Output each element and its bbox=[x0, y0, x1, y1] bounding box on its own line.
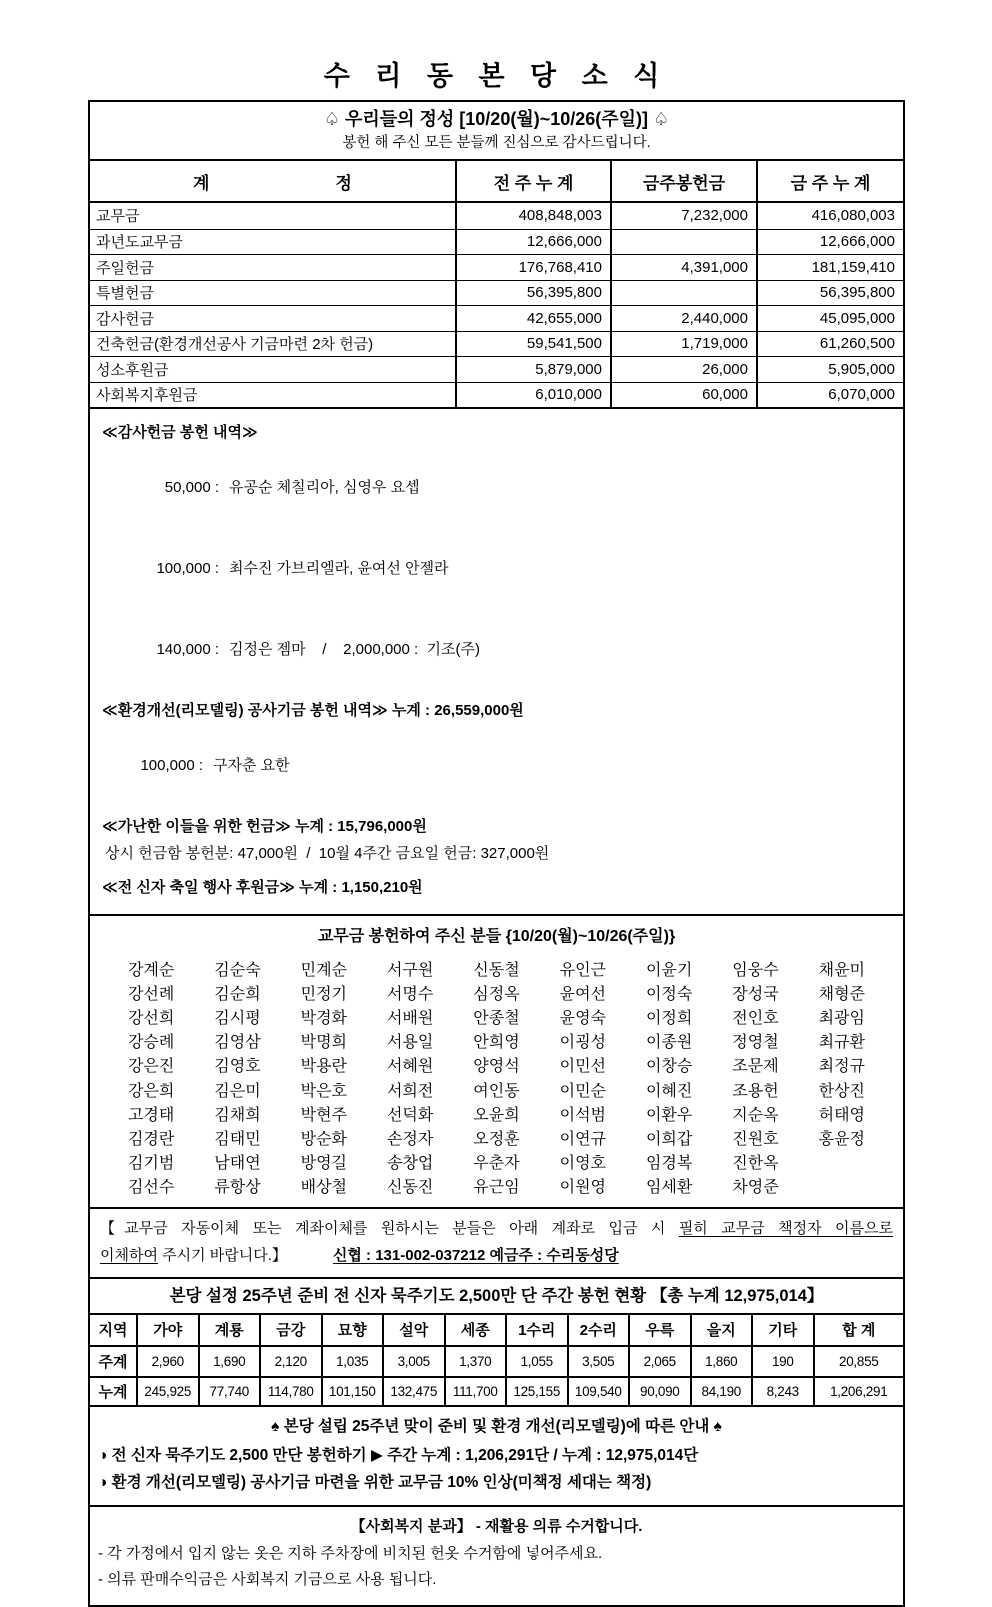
donor-name: 김은미 bbox=[214, 1082, 261, 1100]
rosary-cell: 90,090 bbox=[628, 1376, 690, 1405]
donor-name: 김영삼 bbox=[214, 1034, 261, 1052]
rosary-cell: 3,505 bbox=[567, 1347, 629, 1376]
donor-name: 최정규 bbox=[818, 1058, 866, 1076]
rosary-table-body bbox=[90, 1347, 903, 1405]
rosary-header-cell: 1수리 bbox=[505, 1315, 567, 1345]
rosary-cell: 3,005 bbox=[382, 1347, 444, 1376]
donor-name: 송창업 bbox=[386, 1155, 434, 1173]
donor-name: 유근임 bbox=[473, 1179, 520, 1197]
donor-name: 서배원 bbox=[386, 1009, 434, 1027]
account-cell: 12,666,000 bbox=[455, 229, 610, 255]
account-cell: 181,159,410 bbox=[756, 254, 903, 280]
donor-name: 이정희 bbox=[645, 1009, 693, 1027]
rosary-table-header bbox=[90, 1315, 903, 1347]
remodel-item-names: 구자춘 요한 bbox=[213, 757, 290, 774]
donor-name: 김태민 bbox=[214, 1130, 261, 1148]
welfare-notice-section bbox=[90, 1507, 903, 1605]
rosary-cell: 2,120 bbox=[259, 1347, 321, 1376]
transfer-notice-line2 bbox=[100, 1242, 893, 1269]
donors-grid bbox=[90, 952, 903, 1198]
accounts-table-header bbox=[90, 161, 903, 203]
poor-fund-detail: 상시 헌금함 봉헌분: 47,000원 / 10월 4주간 금요일 헌금: 327,000원 bbox=[105, 845, 550, 862]
donor-name: 임경복 bbox=[645, 1155, 693, 1173]
rosary-header-cell: 지역 bbox=[98, 1322, 128, 1340]
account-cell: 교무금 bbox=[96, 208, 140, 226]
donor-name: 서구원 bbox=[386, 961, 434, 979]
account-cell bbox=[610, 280, 756, 306]
rosary-header-cell: 합 계 bbox=[813, 1315, 904, 1345]
rosary-cell: 1,370 bbox=[444, 1347, 506, 1376]
rosary-cell: 190 bbox=[751, 1347, 813, 1376]
rosary-cell: 20,855 bbox=[813, 1347, 904, 1376]
donor-name: 이연규 bbox=[559, 1130, 607, 1148]
transfer-notice-section bbox=[90, 1209, 903, 1279]
remodel-fund-title: ≪환경개선(리모델링) 공사기금 봉헌 내역≫ 누계 : 26,559,000원 bbox=[102, 702, 524, 719]
account-cell: 6,010,000 bbox=[455, 382, 610, 408]
donor-name: 남태연 bbox=[214, 1155, 261, 1173]
donor-name: 방영길 bbox=[300, 1155, 348, 1173]
donor-name: 양영석 bbox=[473, 1058, 520, 1076]
transfer-notice-text: 주시기 바랍니다.】 bbox=[157, 1246, 287, 1264]
thanks-offering-item bbox=[102, 528, 895, 609]
donor-name: 조문제 bbox=[732, 1058, 779, 1076]
rosary-cell: 주계 bbox=[98, 1353, 128, 1371]
rosary-cell: 114,780 bbox=[259, 1376, 321, 1405]
rosary-cell: 1,860 bbox=[690, 1347, 752, 1376]
anniversary-bullet: ◑ 전 신자 묵주기도 2,500 만단 봉헌하기 ▶ 주간 누계 : 1,206,291단 / 누계 : 12,975,014단 bbox=[98, 1446, 699, 1464]
rosary-header-cell: 계룡 bbox=[198, 1315, 260, 1345]
donor-name: 강승례 bbox=[127, 1034, 175, 1052]
account-cell: 성소후원금 bbox=[90, 356, 455, 382]
transfer-account-number: 신협 : 131-002-037212 예금주 : 수리동성당 bbox=[332, 1246, 619, 1264]
welfare-notice-line: - 의류 판매수익금은 사회복지 기금으로 사용 됩니다. bbox=[98, 1570, 437, 1588]
donor-name bbox=[799, 1174, 885, 1198]
donor-name: 전인호 bbox=[732, 1009, 779, 1027]
account-cell: 4,391,000 bbox=[610, 254, 756, 280]
donor-name: 강선례 bbox=[127, 985, 175, 1003]
transfer-notice-text: 【교무금 자동이체 또는 계좌이체를 원하시는 분들은 아래 계좌로 입금 시 bbox=[100, 1219, 679, 1237]
thanks-item-amount: 140,000 : bbox=[156, 641, 220, 658]
account-cell: 7,232,000 bbox=[610, 203, 756, 229]
rosary-cell: 101,150 bbox=[321, 1376, 383, 1405]
rosary-cell: 1,690 bbox=[198, 1347, 260, 1376]
donor-name: 강은진 bbox=[127, 1058, 175, 1076]
account-cell: 12,666,000 bbox=[756, 229, 903, 255]
account-cell: 건축헌금(환경개선공사 기금마련 2차 헌금) bbox=[90, 331, 455, 357]
donor-name: 한상진 bbox=[818, 1082, 866, 1100]
donor-name: 지순옥 bbox=[732, 1106, 779, 1124]
account-cell: 감사헌금 bbox=[90, 305, 455, 331]
account-header-name bbox=[90, 161, 455, 201]
transfer-notice-underlined: 필히 교무금 책정자 이름으로 bbox=[678, 1219, 893, 1237]
donor-name: 이창승 bbox=[645, 1058, 693, 1076]
donor-name: 신동진 bbox=[386, 1179, 434, 1197]
devotion-title: ♤ 우리들의 정성 [10/20(월)~10/26(주일)] ♤ bbox=[323, 109, 670, 129]
account-cell: 특별헌금 bbox=[90, 280, 455, 306]
donor-name: 조용헌 bbox=[732, 1082, 779, 1100]
donor-name: 이윤기 bbox=[645, 961, 693, 979]
rosary-cell: 1,206,291 bbox=[813, 1376, 904, 1405]
thanks-item-amount: 50,000 : bbox=[164, 479, 220, 496]
account-cell: 45,095,000 bbox=[756, 305, 903, 331]
accounts-table-body bbox=[90, 203, 903, 407]
account-cell: 56,395,800 bbox=[455, 280, 610, 306]
donor-name: 이환우 bbox=[645, 1106, 693, 1124]
donor-name: 정영철 bbox=[732, 1034, 779, 1052]
donor-name: 박용란 bbox=[300, 1058, 348, 1076]
donor-name: 홍윤정 bbox=[818, 1130, 866, 1148]
anniversary-notice-section bbox=[90, 1407, 903, 1507]
donor-name: 민계순 bbox=[300, 961, 348, 979]
account-cell: 60,000 bbox=[610, 382, 756, 408]
thanks-item-amount: 100,000 : bbox=[156, 560, 220, 577]
account-cell: 416,080,003 bbox=[756, 203, 903, 229]
donor-name: 이희갑 bbox=[645, 1130, 693, 1148]
donor-name: 김선수 bbox=[127, 1179, 175, 1197]
transfer-notice-underlined: 이체하여 bbox=[100, 1246, 158, 1264]
thanks-item-names: 최수진 가브리엘라, 윤여선 안젤라 bbox=[229, 560, 449, 577]
accounts-table bbox=[90, 161, 903, 409]
account-cell: 5,879,000 bbox=[455, 356, 610, 382]
donor-name: 최규환 bbox=[818, 1034, 866, 1052]
rosary-cell: 109,540 bbox=[567, 1376, 629, 1405]
rosary-header-cell: 기타 bbox=[751, 1315, 813, 1345]
thanks-offering-item bbox=[102, 447, 895, 528]
donor-name: 이종원 bbox=[645, 1034, 693, 1052]
account-header-prev-total: 전 주 누 계 bbox=[455, 161, 610, 201]
donor-name: 김순숙 bbox=[214, 961, 261, 979]
account-cell: 176,768,410 bbox=[455, 254, 610, 280]
donor-name: 강선희 bbox=[127, 1009, 175, 1027]
donor-name: 이정숙 bbox=[645, 985, 693, 1003]
donor-name: 박은호 bbox=[300, 1082, 348, 1100]
feast-fund-title: ≪전 신자 축일 행사 후원금≫ 누계 : 1,150,210원 bbox=[102, 879, 423, 896]
donor-name: 김경란 bbox=[127, 1130, 175, 1148]
rosary-cell: 84,190 bbox=[690, 1376, 752, 1405]
rosary-cell: 1,055 bbox=[505, 1347, 567, 1376]
thanks-offering-item bbox=[102, 609, 895, 690]
donor-name: 이민순 bbox=[559, 1082, 607, 1100]
donor-name: 임세환 bbox=[645, 1179, 693, 1197]
donor-name: 서용일 bbox=[386, 1034, 434, 1052]
donor-name: 신동철 bbox=[473, 961, 520, 979]
donor-name: 허태영 bbox=[818, 1106, 866, 1124]
bulletin-document bbox=[88, 100, 905, 1607]
account-cell: 사회복지후원금 bbox=[90, 382, 455, 408]
account-header-week-offering: 금주봉헌금 bbox=[610, 161, 756, 201]
donor-name: 채윤미 bbox=[818, 961, 866, 979]
transfer-notice-line1 bbox=[100, 1215, 893, 1242]
rosary-header-cell: 2수리 bbox=[567, 1315, 629, 1345]
donor-name: 방순화 bbox=[300, 1130, 348, 1148]
rosary-region-table bbox=[90, 1315, 903, 1407]
donor-name: 고경태 bbox=[127, 1106, 175, 1124]
donor-name: 채형준 bbox=[818, 985, 866, 1003]
account-cell: 26,000 bbox=[610, 356, 756, 382]
donor-name: 박명희 bbox=[300, 1034, 348, 1052]
donor-name: 김기범 bbox=[127, 1155, 175, 1173]
offering-details-section bbox=[90, 409, 903, 916]
donor-name: 진한옥 bbox=[732, 1155, 779, 1173]
rosary-header-cell: 가야 bbox=[136, 1315, 198, 1345]
donor-name: 강계순 bbox=[127, 961, 175, 979]
donor-name: 이영호 bbox=[559, 1155, 607, 1173]
donor-name: 오정훈 bbox=[473, 1130, 520, 1148]
remodel-fund-item bbox=[102, 725, 895, 806]
account-cell: 2,440,000 bbox=[610, 305, 756, 331]
account-cell: 408,848,003 bbox=[455, 203, 610, 229]
page-title: 수 리 동 본 당 소 식 bbox=[323, 61, 669, 91]
donors-title: 교무금 봉헌하여 주신 분들 {10/20(월)~10/26(주일)} bbox=[317, 928, 676, 945]
rosary-header-cell: 우륵 bbox=[628, 1315, 690, 1345]
welfare-notice-title: 【사회복지 분과】 - 재활용 의류 수거합니다. bbox=[350, 1517, 643, 1535]
rosary-cell: 8,243 bbox=[751, 1376, 813, 1405]
donor-name: 진원호 bbox=[732, 1130, 779, 1148]
donor-name: 유인근 bbox=[559, 961, 607, 979]
donor-name: 이원영 bbox=[559, 1179, 607, 1197]
donor-name: 오윤희 bbox=[473, 1106, 520, 1124]
donor-name: 서명수 bbox=[386, 985, 434, 1003]
account-cell: 6,070,000 bbox=[756, 382, 903, 408]
donor-name: 민정기 bbox=[300, 985, 348, 1003]
account-header-name-right: 정 bbox=[335, 173, 352, 193]
rosary-header-cell: 설악 bbox=[382, 1315, 444, 1345]
donor-name: 심정옥 bbox=[473, 985, 520, 1003]
account-cell: 56,395,800 bbox=[756, 280, 903, 306]
rosary-cell: 245,925 bbox=[136, 1376, 198, 1405]
anniversary-notice-title: ♠ 본당 설립 25주년 맞이 준비 및 환경 개선(리모델링)에 따른 안내 ♠ bbox=[271, 1417, 722, 1435]
welfare-notice-line: - 각 가정에서 입지 않는 옷은 지하 주차장에 비치된 헌옷 수거함에 넣어주세요. bbox=[98, 1544, 603, 1562]
rosary-header-cell: 묘향 bbox=[321, 1315, 383, 1345]
donor-name: 우춘자 bbox=[473, 1155, 520, 1173]
donor-name: 이혜진 bbox=[645, 1082, 693, 1100]
rosary-header-cell: 세종 bbox=[444, 1315, 506, 1345]
donor-name: 류항상 bbox=[214, 1179, 261, 1197]
donor-name: 안종철 bbox=[473, 1009, 520, 1027]
donor-name: 김영호 bbox=[214, 1058, 261, 1076]
donor-name: 임웅수 bbox=[732, 961, 779, 979]
rosary-header-cell: 금강 bbox=[259, 1315, 321, 1345]
donor-name: 이민선 bbox=[559, 1058, 607, 1076]
remodel-item-amount: 100,000 : bbox=[140, 757, 204, 774]
devotion-section bbox=[90, 102, 903, 161]
donor-name: 서희전 bbox=[386, 1082, 434, 1100]
donor-name: 윤여선 bbox=[559, 985, 607, 1003]
donor-name: 손정자 bbox=[386, 1130, 434, 1148]
rosary-cell: 누계 bbox=[90, 1376, 136, 1405]
rosary-cell: 77,740 bbox=[198, 1376, 260, 1405]
rosary-cell: 111,700 bbox=[444, 1376, 506, 1405]
rosary-cell: 125,155 bbox=[505, 1376, 567, 1405]
account-cell: 과년도교무금 bbox=[90, 229, 455, 255]
rosary-header-cell: 을지 bbox=[690, 1315, 752, 1345]
rosary-status-title: 본당 설정 25주년 준비 전 신자 묵주기도 2,500만 단 주간 봉헌 현황 【총 누계 12,975,014】 bbox=[90, 1279, 903, 1315]
anniversary-bullet: ◑ 환경 개선(리모델링) 공사기금 마련을 위한 교무금 10% 인상(미책정 세대는 책정) bbox=[98, 1473, 652, 1491]
donor-name: 박경화 bbox=[300, 1009, 348, 1027]
donor-name: 이석범 bbox=[559, 1106, 607, 1124]
donor-name: 이굉성 bbox=[559, 1034, 607, 1052]
donor-name: 서혜원 bbox=[386, 1058, 434, 1076]
donor-name: 차영준 bbox=[732, 1179, 779, 1197]
account-cell: 5,905,000 bbox=[756, 356, 903, 382]
rosary-cell: 2,960 bbox=[136, 1347, 198, 1376]
account-cell: 61,260,500 bbox=[756, 331, 903, 357]
thanks-item-names: 유공순 체칠리아, 심영우 요셉 bbox=[229, 479, 420, 496]
account-header-week-total: 금 주 누 계 bbox=[756, 161, 903, 201]
donor-name: 김순희 bbox=[214, 985, 261, 1003]
rosary-cell: 1,035 bbox=[321, 1347, 383, 1376]
donor-name: 윤영숙 bbox=[559, 1009, 607, 1027]
donor-name: 김시평 bbox=[214, 1009, 261, 1027]
account-cell: 42,655,000 bbox=[455, 305, 610, 331]
donor-name: 김채희 bbox=[214, 1106, 261, 1124]
donors-section bbox=[90, 916, 903, 1209]
poor-fund-title: ≪가난한 이들을 위한 헌금≫ 누계 : 15,796,000원 bbox=[102, 818, 427, 835]
donor-name: 선덕화 bbox=[386, 1106, 434, 1124]
donor-name: 안희영 bbox=[473, 1034, 520, 1052]
donor-name bbox=[799, 1150, 885, 1174]
donor-name: 여인동 bbox=[473, 1082, 520, 1100]
account-cell: 주일헌금 bbox=[90, 254, 455, 280]
account-header-name-left: 계 bbox=[193, 173, 210, 193]
rosary-cell: 132,475 bbox=[382, 1376, 444, 1405]
donor-name: 배상철 bbox=[300, 1179, 348, 1197]
donor-name: 박현주 bbox=[300, 1106, 348, 1124]
thanks-item-names: 김정은 젬마 / 2,000,000 : 기조(주) bbox=[229, 641, 481, 658]
rosary-cell: 2,065 bbox=[628, 1347, 690, 1376]
donor-name: 강은희 bbox=[127, 1082, 175, 1100]
account-cell: 1,719,000 bbox=[610, 331, 756, 357]
devotion-subtitle: 봉헌 해 주신 모든 분들께 진심으로 감사드립니다. bbox=[342, 135, 651, 151]
donor-name: 장성국 bbox=[732, 985, 779, 1003]
account-cell: 59,541,500 bbox=[455, 331, 610, 357]
thanks-offering-title: ≪감사헌금 봉헌 내역≫ bbox=[102, 424, 258, 441]
account-cell bbox=[610, 229, 756, 255]
donor-name: 최광임 bbox=[818, 1009, 866, 1027]
